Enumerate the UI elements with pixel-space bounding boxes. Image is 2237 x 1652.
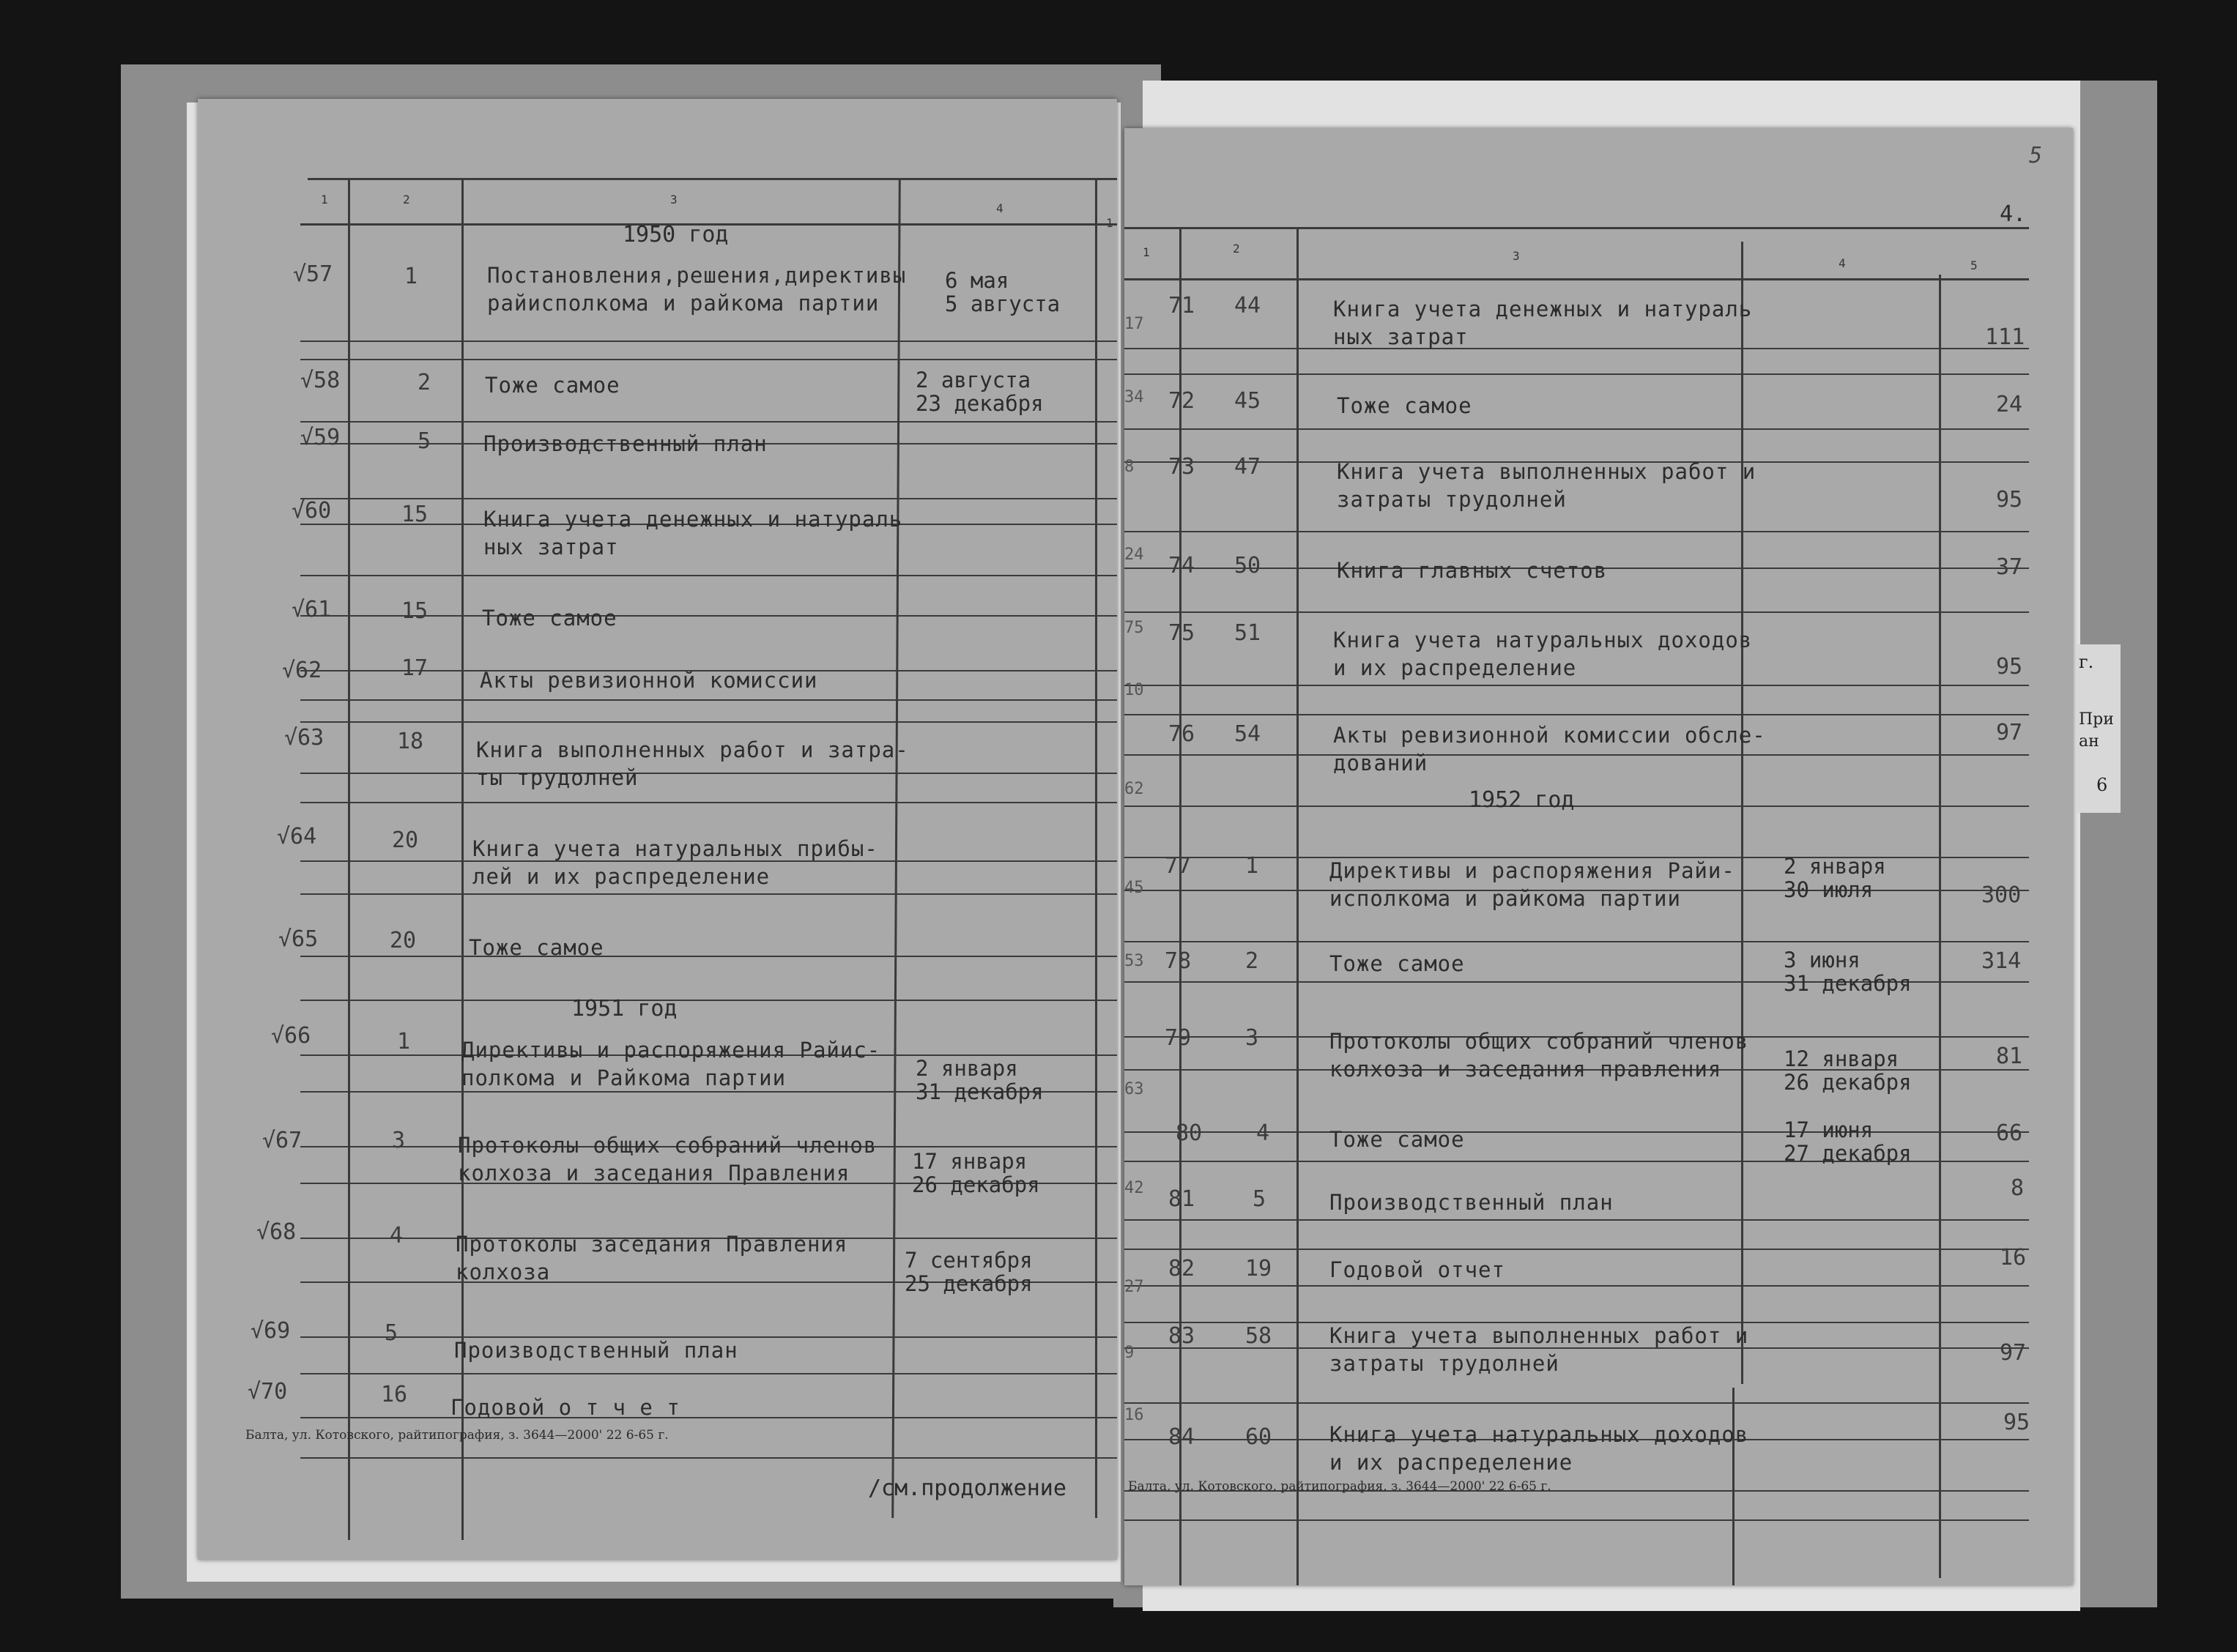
row-line: [1124, 1249, 2029, 1250]
header-col-3: 3: [670, 193, 678, 206]
entry-title: Производственный план: [454, 1338, 738, 1363]
printer-footer: Балта, ул. Котовского, райтипография, з. 3644—2000' 22 6-65 г.: [245, 1428, 669, 1443]
margin-number: 8: [1124, 458, 1135, 476]
col-divider-3b: [1732, 1388, 1735, 1585]
header-col-5: 1: [1106, 216, 1113, 230]
inventory-number: 58: [1245, 1323, 1272, 1349]
entry-title: Директивы и распоряжения Райи- исполкома и райкома партии: [1329, 858, 1735, 911]
row-line: [1124, 428, 2029, 430]
margin-number: 45: [1124, 879, 1144, 897]
entry-title: Книга учета денежных и натураль ных затрат: [483, 507, 903, 559]
inventory-number: 5: [1253, 1186, 1266, 1212]
side-tag-text: 6: [2096, 775, 2108, 795]
check-mark: √61: [292, 597, 332, 622]
row-line: [1124, 1402, 2029, 1404]
margin-number: 75: [1124, 619, 1144, 637]
inventory-number: 1: [1245, 853, 1259, 879]
entry-title: Книга учета выполненных работ и затраты трудолней: [1329, 1323, 1749, 1376]
entry-number: 76: [1168, 721, 1195, 747]
entry-dates: 2 января 31 декабря: [916, 1056, 1044, 1104]
check-mark: √65: [278, 926, 319, 952]
entry-number: 18: [397, 729, 424, 754]
margin-number: 34: [1124, 388, 1144, 406]
col-divider-4: [1095, 178, 1097, 1518]
left-page: [198, 99, 1117, 1560]
inventory-number: 3: [1245, 1025, 1259, 1051]
sheet-count: 24: [1996, 392, 2023, 417]
row-line: [1124, 611, 2029, 613]
sheet-count: 111: [1985, 324, 2025, 350]
entry-dates: 17 июня 27 декабря: [1784, 1117, 1912, 1166]
check-mark: √57: [293, 261, 333, 287]
margin-number: 9: [1124, 1344, 1135, 1362]
col-divider-2: [1296, 227, 1299, 1585]
entry-dates: 12 января 26 декабря: [1784, 1046, 1912, 1095]
row-line: [300, 498, 1117, 499]
inventory-number: 50: [1234, 553, 1261, 578]
sheet-count: 314: [1981, 948, 2022, 974]
entry-number: 81: [1168, 1186, 1195, 1212]
check-mark: √63: [284, 725, 324, 751]
entry-title: Производственный план: [1329, 1190, 1614, 1215]
margin-number: 16: [1124, 1406, 1144, 1424]
sheet-count: 95: [1996, 654, 2023, 680]
entry-title: Постановления,решения,директивы райисполкома и райкома партии: [487, 263, 907, 316]
entry-number: 20: [390, 928, 417, 953]
row-line: [300, 721, 1117, 723]
entry-number: 84: [1168, 1424, 1195, 1450]
side-tag-text: ан: [2079, 732, 2099, 751]
entry-number: 5: [418, 428, 431, 454]
entry-number: 20: [392, 827, 419, 853]
header-bottom-line: [1124, 278, 2029, 280]
entry-number: 80: [1176, 1120, 1203, 1146]
header-col-3: 3: [1513, 249, 1520, 263]
margin-number: 10: [1124, 681, 1144, 699]
entry-title: Тоже самое: [469, 935, 604, 960]
right-page: [1124, 128, 2073, 1585]
row-line: [1124, 1285, 2029, 1287]
header-col-5: 5: [1970, 258, 1978, 272]
entry-number: 79: [1165, 1025, 1192, 1051]
check-mark: √59: [300, 425, 341, 450]
side-tag-text: г.: [2079, 652, 2094, 672]
sheet-count: 95: [1996, 487, 2023, 513]
col-divider-2: [461, 178, 464, 1540]
row-line: [1124, 941, 2029, 942]
entry-number: 16: [381, 1382, 408, 1407]
entry-dates: 2 января 30 июля: [1784, 854, 1886, 902]
entry-title: Протоколы общих собраний членов колхоза и заседания Правления: [458, 1133, 878, 1186]
sheet-count: 95: [2003, 1410, 2030, 1435]
row-line: [1124, 1519, 2029, 1521]
row-line: [1124, 714, 2029, 715]
row-line: [300, 575, 1117, 576]
entry-number: 2: [418, 370, 431, 395]
header-top-line: [308, 178, 1117, 180]
entry-title: Тоже самое: [1329, 1127, 1465, 1152]
entry-title: Тоже самое: [482, 606, 617, 630]
sheet-count: 66: [1996, 1120, 2023, 1146]
row-line: [1124, 805, 2029, 807]
entry-number: 78: [1165, 948, 1192, 974]
inventory-number: 54: [1234, 721, 1261, 747]
entry-title: Книга учета денежных и натураль ных затрат: [1333, 297, 1753, 349]
check-mark: √68: [256, 1219, 297, 1245]
margin-number: 27: [1124, 1278, 1144, 1296]
header-col-4: 4: [1839, 256, 1846, 270]
check-mark: √58: [300, 368, 341, 393]
check-mark: √62: [282, 658, 322, 683]
entry-number: 15: [401, 502, 429, 527]
margin-number: 62: [1124, 780, 1144, 798]
sheet-count: 97: [1996, 720, 2023, 745]
entry-dates: 3 июня 31 декабря: [1784, 948, 1912, 996]
sheet-count: 16: [2000, 1245, 2027, 1270]
entry-title: Производственный план: [483, 431, 768, 456]
header-col-1: 1: [321, 193, 328, 206]
entry-number: 77: [1165, 853, 1192, 879]
check-mark: √60: [292, 498, 332, 524]
entry-title: Тоже самое: [1337, 393, 1472, 418]
inventory-number: 2: [1245, 948, 1259, 974]
check-mark: √66: [271, 1023, 311, 1049]
entry-number: 73: [1168, 454, 1195, 480]
sheet-count: 37: [1996, 554, 2023, 580]
check-mark: √64: [277, 824, 317, 849]
sheet-count: 81: [1996, 1043, 2023, 1069]
row-line: [300, 956, 1117, 957]
col-divider-4: [1939, 275, 1941, 1578]
inventory-number: 44: [1234, 293, 1261, 319]
entry-number: 4: [390, 1223, 404, 1249]
entry-dates: 7 сентября 25 декабря: [905, 1248, 1033, 1296]
entry-title: Книга учета выполненных работ и затраты трудолней: [1337, 459, 1756, 512]
row-line: [1124, 373, 2029, 375]
row-line: [300, 1457, 1117, 1459]
header-col-2: 2: [1233, 242, 1240, 256]
row-line: [1124, 531, 2029, 532]
row-line: [300, 1417, 1117, 1418]
margin-number: 63: [1124, 1080, 1144, 1098]
col-divider-3: [891, 178, 901, 1518]
page-number: 4.: [2000, 201, 2027, 227]
sheet-count: 97: [2000, 1340, 2027, 1366]
col-divider-1: [1179, 227, 1181, 1585]
check-mark: √69: [251, 1318, 291, 1344]
entry-dates: 6 мая 5 августа: [945, 268, 1061, 316]
entry-title: Годовой отчет: [1329, 1257, 1505, 1282]
row-line: [300, 699, 1117, 701]
entry-title: Книга выполненных работ и затра- ты трудолней: [476, 737, 909, 790]
inventory-number: 4: [1256, 1120, 1270, 1146]
row-line: [300, 341, 1117, 342]
entry-title: Тоже самое: [485, 373, 620, 398]
entry-title: Книга учета натуральных прибы- лей и их распределение: [472, 836, 878, 889]
entry-number: 1: [397, 1029, 411, 1054]
entry-title: Книга учета натуральных доходов и их распределение: [1329, 1422, 1749, 1475]
entry-dates: 2 августа 23 декабря: [916, 368, 1044, 416]
entry-title: Директивы и распоряжения Райис- полкома и Райкома партии: [461, 1038, 881, 1090]
header-top-line: [1124, 227, 2029, 229]
entry-number: 72: [1168, 388, 1195, 414]
year-1951: 1951 год: [571, 996, 678, 1022]
margin-number: 17: [1124, 315, 1144, 333]
entry-title: Акты ревизионной комиссии: [480, 668, 818, 693]
year-1952: 1952 год: [1469, 787, 1575, 813]
margin-number: 53: [1124, 952, 1144, 970]
entry-number: 3: [392, 1128, 406, 1153]
header-col-2: 2: [403, 193, 410, 206]
row-line: [300, 359, 1117, 360]
inventory-number: 45: [1234, 388, 1261, 414]
entry-number: 83: [1168, 1323, 1195, 1349]
inventory-number: 19: [1245, 1256, 1272, 1281]
entry-title: Книга главных счетов: [1337, 558, 1608, 583]
entry-number: 71: [1168, 293, 1195, 319]
entry-number: 1: [404, 264, 418, 289]
row-line: [300, 421, 1117, 423]
entry-dates: 17 января 26 декабря: [912, 1149, 1040, 1197]
entry-number: 5: [385, 1320, 398, 1346]
check-mark: √67: [262, 1128, 303, 1153]
row-line: [300, 1373, 1117, 1374]
corner-mark: 5: [2029, 143, 2043, 168]
entry-title: Акты ревизионной комиссии обсле- дований: [1333, 723, 1766, 775]
col-divider-1: [348, 178, 350, 1540]
year-1950: 1950 год: [623, 222, 729, 248]
entry-number: 74: [1168, 553, 1195, 578]
entry-title: Протоколы заседания Правления колхоза: [456, 1232, 848, 1284]
sheet-count: 8: [2011, 1175, 2025, 1201]
row-line: [1124, 1219, 2029, 1221]
row-line: [1124, 685, 2029, 686]
entry-number: 75: [1168, 620, 1195, 646]
row-line: [300, 1000, 1117, 1001]
header-col-1: 1: [1143, 245, 1150, 259]
entry-title: Тоже самое: [1329, 951, 1465, 976]
entry-title: Годовой о т ч е т: [450, 1395, 680, 1420]
inventory-number: 51: [1234, 620, 1261, 646]
check-mark: √70: [248, 1379, 288, 1404]
continuation-note: /см.продолжение: [868, 1476, 1066, 1501]
inventory-number: 60: [1245, 1424, 1272, 1450]
row-line: [300, 893, 1117, 895]
entry-number: 82: [1168, 1256, 1195, 1281]
header-col-4: 4: [996, 201, 1004, 215]
side-tag-text: При: [2079, 710, 2114, 729]
entry-number: 15: [401, 598, 429, 624]
entry-title: Протоколы общих собраний членов колхоза и заседания правления: [1329, 1029, 1749, 1082]
row-line: [300, 802, 1117, 803]
entry-title: Книга учета натуральных доходов и их распределение: [1333, 628, 1753, 680]
inventory-number: 47: [1234, 454, 1261, 480]
printer-footer: Балта, ул. Котовского, райтипография, з. 3644—2000' 22 6-65 г.: [1128, 1479, 1551, 1494]
entry-number: 17: [401, 655, 429, 681]
sheet-count: 300: [1981, 882, 2022, 908]
col-divider-3: [1741, 242, 1743, 1384]
margin-number: 24: [1124, 546, 1144, 564]
margin-number: 42: [1124, 1179, 1144, 1197]
